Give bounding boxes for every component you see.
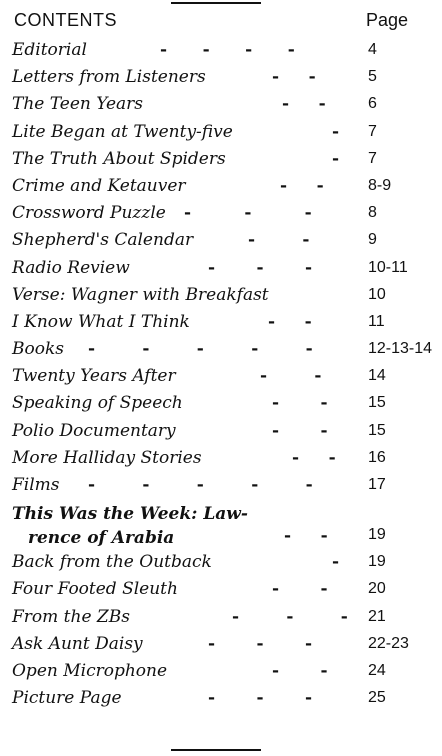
toc-entry[interactable] — [12, 38, 440, 65]
entry-title: Verse: Wagner with Breakfast — [12, 284, 269, 305]
entry-page: 22-23 — [368, 634, 409, 652]
contents-list — [12, 38, 440, 713]
entry-page: 8 — [368, 204, 377, 222]
dot-leader: - - - - — [160, 40, 295, 60]
dot-leader: - — [332, 121, 340, 142]
page-column-label: Page — [366, 10, 409, 30]
bottom-rule — [171, 749, 261, 751]
entry-title: Editorial — [12, 40, 87, 60]
toc-entry[interactable] — [12, 550, 440, 577]
entry-title: Picture Page — [12, 688, 122, 709]
dot-leader: - - — [260, 366, 322, 387]
entry-page: 15 — [368, 394, 386, 412]
entry-page: 14 — [368, 367, 386, 385]
entry-title: I Know What I Think — [12, 311, 190, 332]
contents-title: CONTENTS — [14, 10, 117, 30]
toc-entry[interactable] — [12, 256, 440, 283]
entry-title: Twenty Years After — [12, 366, 176, 387]
toc-entry[interactable] — [12, 310, 440, 337]
toc-entry[interactable] — [12, 632, 440, 659]
entry-title: Radio Review — [12, 257, 130, 278]
entry-title — [12, 502, 248, 550]
entry-title: Shepherd's Calendar — [12, 230, 194, 251]
toc-entry[interactable] — [12, 446, 440, 473]
entry-page: 21 — [368, 607, 386, 625]
entry-title: Ask Aunt Daisy — [12, 633, 143, 654]
entry-page: 7 — [368, 149, 377, 167]
toc-entry[interactable] — [12, 500, 440, 550]
toc-entry[interactable] — [12, 364, 440, 391]
entry-page: 4 — [368, 41, 377, 58]
entry-title: Letters from Listeners — [12, 67, 206, 88]
entry-title: Polio Documentary — [12, 420, 176, 441]
dot-leader: - - — [272, 420, 328, 441]
toc-entry[interactable] — [12, 92, 440, 119]
toc-entry[interactable] — [12, 147, 440, 174]
dot-leader: - - - — [232, 606, 348, 627]
dot-leader: - - - — [208, 688, 313, 709]
entry-page: 8-9 — [368, 176, 392, 194]
toc-entry[interactable] — [12, 605, 440, 632]
entry-title: Crime and Ketauver — [12, 175, 186, 196]
entry-title: From the ZBs — [12, 606, 130, 627]
toc-entry[interactable] — [12, 659, 440, 686]
toc-entry[interactable] — [12, 686, 440, 713]
toc-entry[interactable] — [12, 120, 440, 147]
entry-title: The Teen Years — [12, 94, 144, 115]
toc-entry[interactable] — [12, 201, 440, 228]
entry-page: 6 — [368, 95, 377, 113]
toc-entry[interactable] — [12, 337, 440, 364]
entry-page: 15 — [368, 421, 386, 439]
top-rule — [171, 2, 261, 4]
dot-leader: - - — [248, 230, 310, 251]
toc-entry[interactable] — [12, 65, 440, 92]
entry-page: 12-13-14 — [368, 340, 433, 358]
toc-entry[interactable] — [12, 473, 440, 500]
dot-leader: - - — [268, 311, 312, 332]
entry-title: Films — [12, 475, 60, 495]
dot-leader: - - — [272, 660, 328, 681]
entry-page: 19 — [368, 526, 386, 544]
toc-entry[interactable] — [12, 283, 440, 310]
entry-title: Four Footed Sleuth — [12, 579, 178, 600]
entry-title: Lite Began at Twenty-five — [12, 121, 233, 142]
dot-leader: - - — [292, 447, 336, 468]
entry-page: 10 — [368, 285, 386, 303]
entry-title: Open Microphone — [12, 660, 168, 681]
toc-entry[interactable] — [12, 577, 440, 604]
dot-leader: - - — [280, 175, 324, 196]
entry-title: More Halliday Stories — [12, 447, 202, 468]
entry-title: Speaking of Speech — [12, 393, 183, 414]
entry-page: 25 — [368, 689, 386, 707]
dot-leader: - - - - - — [88, 475, 313, 495]
entry-page: 19 — [368, 553, 386, 571]
entry-page: 20 — [368, 580, 386, 598]
entry-page: 7 — [368, 122, 377, 140]
dot-leader: - - — [272, 579, 328, 600]
dot-leader: - - — [272, 67, 316, 88]
dot-leader: - — [332, 148, 340, 169]
dot-leader: - - - — [208, 257, 313, 278]
entry-title: The Truth About Spiders — [12, 148, 226, 169]
entry-title: Back from the Outback — [12, 552, 212, 573]
entry-page: 5 — [368, 68, 377, 86]
dot-leader: - - — [272, 393, 328, 414]
dot-leader: - - — [282, 94, 326, 115]
entry-title-line-2: rence of Arabia — [28, 528, 175, 549]
entry-page: 10-11 — [368, 258, 408, 276]
contents-header — [12, 10, 434, 38]
entry-title-line-1: This Was the Week: Law- — [12, 504, 248, 525]
dot-leader: - - - — [184, 203, 312, 224]
toc-entry[interactable] — [12, 419, 440, 446]
toc-entry[interactable] — [12, 391, 440, 418]
toc-entry[interactable] — [12, 228, 440, 255]
dot-leader: - — [332, 552, 340, 573]
entry-page: 17 — [368, 476, 386, 493]
entry-title: Crossword Puzzle — [12, 203, 166, 224]
entry-title: Books — [12, 339, 64, 360]
entry-page: 11 — [368, 312, 385, 330]
entry-page: 16 — [368, 448, 386, 466]
entry-page: 24 — [368, 661, 386, 679]
dot-leader: - - - - - — [88, 339, 313, 360]
dot-leader: - - - — [208, 633, 313, 654]
entry-page: 9 — [368, 231, 377, 249]
toc-entry[interactable] — [12, 174, 440, 201]
dot-leader: - - — [284, 526, 328, 547]
